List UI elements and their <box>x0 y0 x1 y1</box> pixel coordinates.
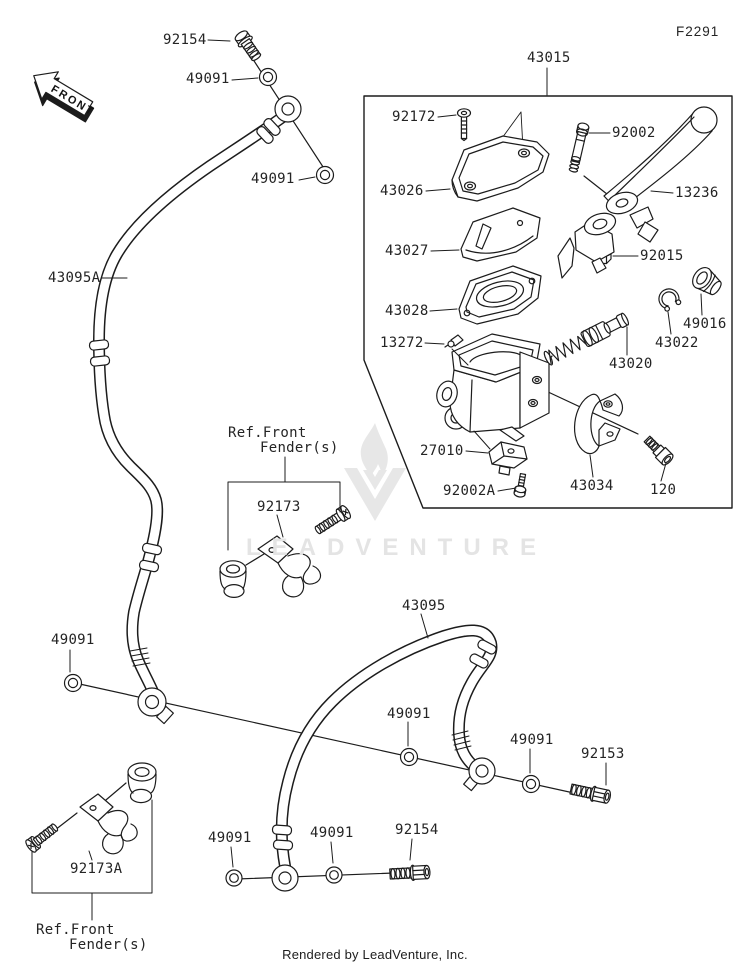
circlip-43022-drawing <box>655 285 682 312</box>
ref-note-mid-line1: Ref.Front <box>228 425 307 441</box>
part-label-43095: 43095 <box>402 598 446 614</box>
bolt-92173-drawing <box>312 504 352 537</box>
hose-43095A-drawing <box>89 116 284 694</box>
washer-49091-bottom-b <box>326 867 342 883</box>
part-label-43020: 43020 <box>609 356 653 372</box>
bolt-92002-drawing <box>568 122 590 173</box>
part-label-92002: 92002 <box>612 125 656 141</box>
part-label-43015: 43015 <box>527 50 571 66</box>
banjo-fitting-top <box>275 96 301 122</box>
ref-note-bottom-line2: Fender(s) <box>69 937 148 953</box>
part-label-49091-bottom-b: 49091 <box>310 825 354 841</box>
part-label-120: 120 <box>650 482 677 498</box>
part-label-49016: 49016 <box>683 316 727 332</box>
watermark-logo-icon <box>344 423 406 521</box>
washer-49091-left-lower <box>65 675 82 692</box>
part-label-92173A: 92173A <box>70 861 123 877</box>
part-label-43022: 43022 <box>655 335 699 351</box>
banjo-fitting-bottom <box>272 865 298 891</box>
part-label-13272: 13272 <box>380 335 424 351</box>
part-label-92172: 92172 <box>392 109 436 125</box>
bolt-120-drawing <box>642 434 675 467</box>
assembly-axis-lines <box>66 44 638 879</box>
part-label-43027: 43027 <box>385 243 429 259</box>
bolt-92153-drawing <box>569 782 611 805</box>
boot-49016-drawing <box>689 264 725 299</box>
screw-92002A-drawing <box>514 473 529 498</box>
washer-49091-bottom-a <box>226 870 242 886</box>
part-label-92154-top: 92154 <box>163 32 207 48</box>
part-label-49091-left-low: 49091 <box>51 632 95 648</box>
bolt-92173A-drawing <box>24 821 61 854</box>
ref-note-bottom-line1: Ref.Front <box>36 922 115 938</box>
washer-49091-top-a <box>260 69 277 86</box>
part-label-92015: 92015 <box>640 248 684 264</box>
part-label-43026: 43026 <box>380 183 424 199</box>
part-label-27010: 27010 <box>420 443 464 459</box>
part-label-43095A: 43095A <box>48 270 101 286</box>
part-label-49091-bottom-a: 49091 <box>208 830 252 846</box>
banjo-fitting-left-lower <box>138 688 173 724</box>
part-label-43028: 43028 <box>385 303 429 319</box>
watermark-text: LEADVENTURE <box>246 534 548 561</box>
hose-43095-drawing <box>272 630 497 866</box>
bolt-92154-bottom-drawing <box>390 864 431 881</box>
footer-credit: Rendered by LeadVenture, Inc. <box>282 947 468 962</box>
screw-92172-drawing <box>458 109 471 141</box>
gasket-43028-drawing <box>459 266 541 324</box>
part-label-49091-top-a: 49091 <box>186 71 230 87</box>
part-label-92154-bottom: 92154 <box>395 822 439 838</box>
front-arrow-label: FRONT <box>48 83 97 119</box>
clip-13272-drawing <box>445 335 463 347</box>
part-label-49091-right: 49091 <box>510 732 554 748</box>
front-arrow <box>23 62 103 130</box>
bolt-92154-top-drawing <box>233 28 264 63</box>
part-label-49091-top-b: 49091 <box>251 171 295 187</box>
part-label-92153: 92153 <box>581 746 625 762</box>
bracket-27010-drawing <box>489 442 527 475</box>
part-label-92173: 92173 <box>257 499 301 515</box>
part-label-43034: 43034 <box>570 478 614 494</box>
diagram-code: F2291 <box>676 24 720 39</box>
part-label-13236: 13236 <box>675 185 719 201</box>
ref-note-mid-line2: Fender(s) <box>260 440 339 456</box>
washer-49091-top-b <box>317 167 334 184</box>
clamp-92173A-drawing <box>46 763 156 854</box>
washer-49091-right <box>523 776 540 793</box>
master-cylinder-body-drawing <box>434 334 549 441</box>
washer-49091-mid <box>401 749 418 766</box>
diaphragm-plate-43027-drawing <box>461 208 540 261</box>
part-label-92002A: 92002A <box>443 483 496 499</box>
part-label-49091-mid: 49091 <box>387 706 431 722</box>
